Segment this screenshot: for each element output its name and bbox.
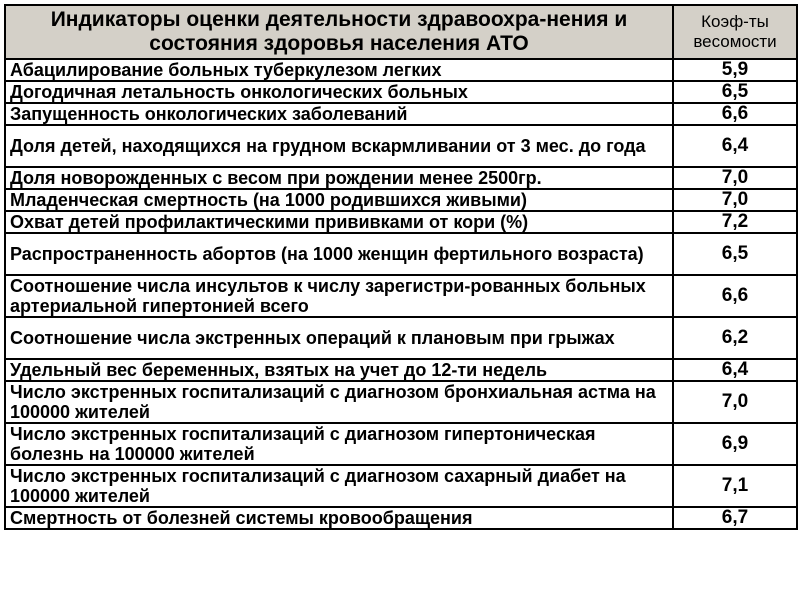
- weight-value: 7,0: [673, 167, 797, 189]
- table-row: [5, 81, 797, 103]
- weight-value: 7,0: [673, 381, 797, 423]
- table-row: [5, 423, 797, 465]
- table-row: [5, 381, 797, 423]
- header-weight-coefficients: Коэф-ты весомости: [673, 5, 797, 59]
- table-row: [5, 465, 797, 507]
- weight-value: 6,5: [673, 81, 797, 103]
- indicator-name: Число экстренных госпитализаций с диагнозом гипертоническая болезнь на 100000 жителей: [5, 423, 673, 465]
- weight-value: 6,9: [673, 423, 797, 465]
- indicator-name: Доля детей, находящихся на грудном вскармливании от 3 мес. до года: [5, 125, 673, 167]
- indicator-name: Младенческая смертность (на 1000 родившихся живыми): [5, 189, 673, 211]
- table-row: [5, 189, 797, 211]
- weight-value: 6,4: [673, 125, 797, 167]
- table-row: [5, 103, 797, 125]
- table-row: [5, 211, 797, 233]
- table-row: [5, 233, 797, 275]
- weight-value: 6,4: [673, 359, 797, 381]
- indicator-name: Соотношение числа инсультов к числу зарегистри-рованных больных артериальной гипертонией всего: [5, 275, 673, 317]
- table-row: [5, 275, 797, 317]
- table-row: [5, 59, 797, 81]
- weight-value: 6,2: [673, 317, 797, 359]
- indicator-name: Доля новорожденных с весом при рождении менее 2500гр.: [5, 167, 673, 189]
- weight-value: 7,2: [673, 211, 797, 233]
- indicator-name: Распространенность абортов (на 1000 женщин фертильного возраста): [5, 233, 673, 275]
- table-row: [5, 167, 797, 189]
- table-header-row: [5, 5, 797, 59]
- indicator-name: Число экстренных госпитализаций с диагнозом бронхиальная астма на 100000 жителей: [5, 381, 673, 423]
- table-row: [5, 125, 797, 167]
- weight-value: 6,7: [673, 507, 797, 529]
- weight-value: 5,9: [673, 59, 797, 81]
- indicator-name: Охват детей профилактическими прививками от кори (%): [5, 211, 673, 233]
- header-indicators: Индикаторы оценки деятельности здравоохра-нения и состояния здоровья населения АТО: [5, 5, 673, 59]
- indicator-name: Догодичная летальность онкологических больных: [5, 81, 673, 103]
- indicator-name: Удельный вес беременных, взятых на учет до 12-ти недель: [5, 359, 673, 381]
- weight-value: 7,0: [673, 189, 797, 211]
- table-row: [5, 507, 797, 529]
- indicator-name: Запущенность онкологических заболеваний: [5, 103, 673, 125]
- weight-value: 7,1: [673, 465, 797, 507]
- indicator-name: Смертность от болезней системы кровообращения: [5, 507, 673, 529]
- indicator-name: Абацилирование больных туберкулезом легких: [5, 59, 673, 81]
- table-row: [5, 317, 797, 359]
- indicators-table: [4, 4, 798, 530]
- weight-value: 6,6: [673, 275, 797, 317]
- weight-value: 6,6: [673, 103, 797, 125]
- table-row: [5, 359, 797, 381]
- weight-value: 6,5: [673, 233, 797, 275]
- indicator-name: Число экстренных госпитализаций с диагнозом сахарный диабет на 100000 жителей: [5, 465, 673, 507]
- indicator-name: Соотношение числа экстренных операций к плановым при грыжах: [5, 317, 673, 359]
